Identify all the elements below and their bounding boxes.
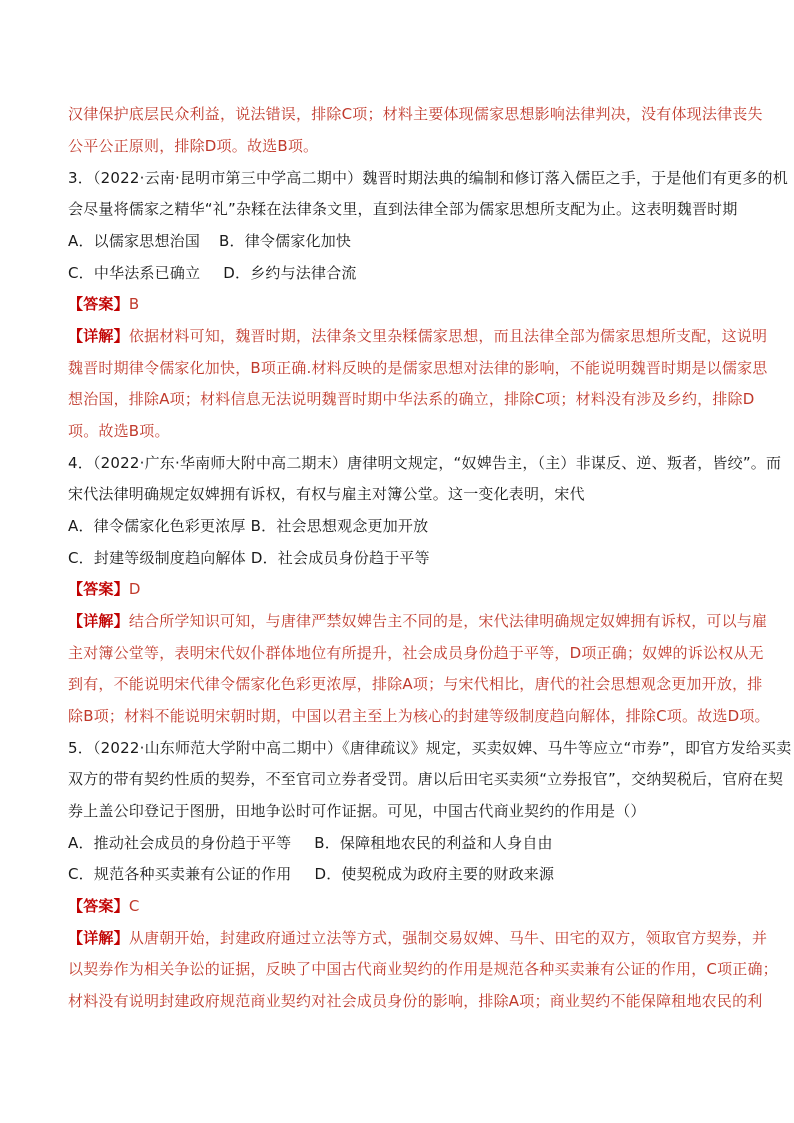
- question-5-options-ab: [68, 833, 553, 853]
- answer-label: 【答案】: [68, 897, 129, 915]
- text-line: 项。故选B项。: [68, 422, 170, 440]
- text-line: 汉律保护底层民众利益，说法错误，排除C项；材料主要体现儒家思想影响法律判决，没有体现法律丧失: [68, 105, 763, 123]
- text-line: 公平公正原则，排除D项。故选B项。: [68, 137, 319, 155]
- question-4-options-cd: C．封建等级制度趋向解体 D．社会成员身份趋于平等: [68, 549, 430, 567]
- option-b: B．保障租地农民的利益和人身自由: [314, 834, 553, 852]
- question-4-answer: [68, 579, 141, 599]
- detail-label: 【详解】: [68, 327, 129, 345]
- question-4-detail: [68, 611, 767, 631]
- detail-text: 依据材料可知，魏晋时期，法律条文里杂糅儒家思想，而且法律全部为儒家思想所支配，这说明: [128, 327, 768, 345]
- option-a: A．推动社会成员的身份趋于平等: [68, 834, 292, 852]
- option-d: D．使契税成为政府主要的财政来源: [314, 865, 555, 883]
- text-line: 主对簿公堂等，表明宋代奴仆群体地位有所提升，社会成员身份趋于平等，D项正确；奴婢的诉讼权从无: [68, 644, 764, 662]
- question-3-title-cont: 会尽量将儒家之精华“礼”杂糅在法律条文里，直到法律全部为儒家思想所支配为止。这表明魏晋时期: [68, 200, 738, 218]
- question-3-title: 3．（2022·云南·昆明市第三中学高二期中）魏晋时期法典的编制和修订落入儒臣之手，于是他们有更多的机: [68, 169, 788, 187]
- detail-text: 结合所学知识可知，与唐律严禁奴婢告主不同的是，宋代法律明确规定奴婢拥有诉权，可以与雇: [128, 612, 768, 630]
- question-3-answer: [68, 294, 139, 314]
- text-line: 到有，不能说明宋代律令儒家化色彩更浓厚，排除A项；与宋代相比，唐代的社会思想观念更加开放，排: [68, 675, 763, 693]
- text-line: 以契券作为相关争讼的证据，反映了中国古代商业契约的作用是规范各种买卖兼有公证的作用，C项正确；: [68, 960, 778, 978]
- answer-value: B: [128, 295, 140, 313]
- answer-value: C: [128, 897, 140, 915]
- question-5-detail: [68, 928, 767, 948]
- option-d: D．乡约与法律合流: [223, 264, 357, 282]
- question-5-answer: [68, 896, 140, 916]
- detail-label: 【详解】: [68, 612, 129, 630]
- question-3-options-ab: [68, 231, 351, 251]
- detail-label: 【详解】: [68, 929, 129, 947]
- text-line: 魏晋时期律令儒家化加快，B项正确.材料反映的是儒家思想对法律的影响，不能说明魏晋时期是以儒家思: [68, 359, 768, 377]
- option-a: A．以儒家思想治国: [68, 232, 201, 250]
- text-line: 材料没有说明封建政府规范商业契约对社会成员身份的影响，排除A项；商业契约不能保障租地农民的利: [68, 992, 763, 1010]
- question-5-title-cont: 双方的带有契约性质的契券，不至官司立券者受罚。唐以后田宅买卖须“立券报官”，交纳契税后，官府在契: [68, 770, 784, 788]
- question-5-options-cd: [68, 864, 554, 884]
- text-line: 除B项；材料不能说明宋朝时期，中国以君主至上为核心的封建等级制度趋向解体，排除C项。故选D项。: [68, 707, 770, 725]
- text-line: 想治国，排除A项；材料信息无法说明魏晋时期中华法系的确立，排除C项；材料没有涉及乡约，排除D: [68, 390, 755, 408]
- question-3-options-cd: [68, 263, 357, 283]
- option-b: B．律令儒家化加快: [219, 232, 352, 250]
- question-4-title: 4．（2022·广东·华南师大附中高二期末）唐律明文规定，“奴婢告主，（主）非谋反、逆、叛者，皆绞”。而: [68, 454, 782, 472]
- question-5-title-cont: 券上盖公印登记于图册，田地争讼时可作证据。可见，中国古代商业契约的作用是（）: [68, 802, 646, 820]
- answer-label: 【答案】: [68, 295, 129, 313]
- option-c: C．中华法系已确立: [68, 264, 201, 282]
- question-3-detail: [68, 326, 767, 346]
- question-5-title: 5．（2022·山东师范大学附中高二期中）《唐律疏议》规定，买卖奴婢、马牛等应立“市券”，即官方发给买卖: [68, 739, 792, 757]
- question-4-options-ab: A．律令儒家化色彩更浓厚 B．社会思想观念更加开放: [68, 517, 429, 535]
- question-4-title-cont: 宋代法律明确规定奴婢拥有诉权，有权与雇主对簿公堂。这一变化表明，宋代: [68, 485, 585, 503]
- option-c: C．规范各种买卖兼有公证的作用: [68, 865, 292, 883]
- answer-label: 【答案】: [68, 580, 129, 598]
- detail-text: 从唐朝开始，封建政府通过立法等方式，强制交易奴婢、马牛、田宅的双方，领取官方契券，并: [128, 929, 768, 947]
- answer-value: D: [128, 580, 141, 598]
